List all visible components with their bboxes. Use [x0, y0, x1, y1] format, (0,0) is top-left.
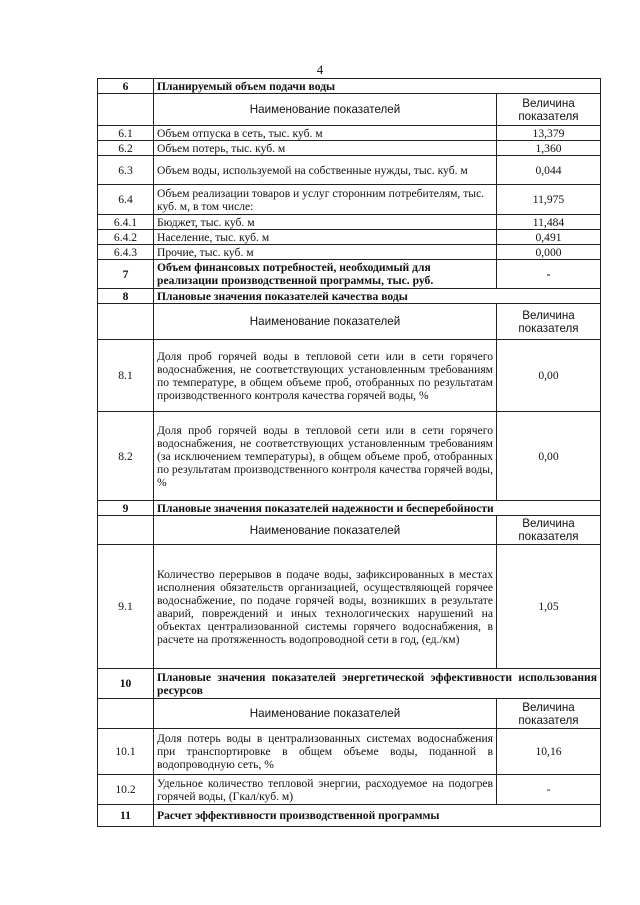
header-value: Величина показателя [497, 516, 601, 545]
production-program-table [97, 78, 601, 827]
empty-cell [98, 304, 154, 340]
header-value: Величина показателя [497, 699, 601, 729]
section-10-row [98, 669, 601, 699]
row-number: 6.2 [98, 141, 154, 156]
table-row [98, 126, 601, 141]
section-number: 8 [98, 289, 154, 304]
row-number: 8.2 [98, 412, 154, 501]
row-number: 8.1 [98, 340, 154, 412]
section-value: - [497, 260, 601, 289]
row-value: 0,00 [497, 340, 601, 412]
row-value: 1,360 [497, 141, 601, 156]
row-value: 10,16 [497, 729, 601, 775]
row-name: Бюджет, тыс. куб. м [154, 215, 497, 230]
table-row [98, 185, 601, 215]
row-number: 6.4 [98, 185, 154, 215]
row-value: 11,975 [497, 185, 601, 215]
section-11-row [98, 805, 601, 827]
table-row [98, 545, 601, 669]
row-value: 11,484 [497, 215, 601, 230]
row-value: 1,05 [497, 545, 601, 669]
empty-cell [98, 516, 154, 545]
row-name: Объем потерь, тыс. куб. м [154, 141, 497, 156]
page-number: 4 [316, 62, 324, 77]
row-number: 6.1 [98, 126, 154, 141]
header-row [98, 516, 601, 545]
row-name: Доля проб горячей воды в тепловой сети или в сети горячего водоснабжения, не соответствующих установленным требованиям по температуре, в общем объеме проб, отобранных по результатам производственного контроля качества горячей воды, % [154, 340, 497, 412]
row-value: 0,00 [497, 412, 601, 501]
row-name: Население, тыс. куб. м [154, 230, 497, 245]
section-number: 10 [98, 669, 154, 699]
row-number: 6.3 [98, 156, 154, 185]
row-number: 6.4.1 [98, 215, 154, 230]
row-value: 0,000 [497, 245, 601, 260]
section-6-row [98, 79, 601, 94]
empty-cell [98, 699, 154, 729]
row-value: 0,044 [497, 156, 601, 185]
header-row [98, 699, 601, 729]
empty-cell [98, 94, 154, 126]
row-number: 10.1 [98, 729, 154, 775]
section-7-row [98, 260, 601, 289]
table-row [98, 141, 601, 156]
row-name: Количество перерывов в подаче воды, зафиксированных в местах исполнения обязательств организацией, осуществляющей горячее водоснабжение, по подаче горячей воды, возникших в результате аварий, повреждений и иных технологических нарушений на объектах централизованной системы горячего водоснабжения, в расчете на протяженность водопроводной сети в год, (ед./км) [154, 545, 497, 669]
section-title: Планируемый объем подачи воды [154, 79, 601, 94]
row-number: 6.4.3 [98, 245, 154, 260]
row-name: Прочие, тыс. куб. м [154, 245, 497, 260]
row-name: Объем воды, используемой на собственные нужды, тыс. куб. м [154, 156, 497, 185]
row-name: Удельное количество тепловой энергии, расходуемое на подогрев горячей воды, (Гкал/куб. м) [154, 775, 497, 805]
table-row [98, 230, 601, 245]
header-name: Наименование показателей [154, 94, 497, 126]
header-row [98, 94, 601, 126]
row-number: 9.1 [98, 545, 154, 669]
section-title: Плановые значения показателей энергетической эффективности использования ресурсов [154, 669, 601, 699]
row-name: Доля потерь воды в централизованных системах водоснабжения при транспортировке в общем объеме воды, поданной в водопроводную сеть, % [154, 729, 497, 775]
header-name: Наименование показателей [154, 699, 497, 729]
section-title: Плановые значения показателей надежности и бесперебойности [154, 501, 601, 516]
header-name: Наименование показателей [154, 516, 497, 545]
row-name: Объем реализации товаров и услуг сторонним потребителям, тыс. куб. м, в том числе: [154, 185, 497, 215]
table-row [98, 156, 601, 185]
row-value: 0,491 [497, 230, 601, 245]
table-row [98, 775, 601, 805]
table-row [98, 412, 601, 501]
section-8-row [98, 289, 601, 304]
table-row [98, 215, 601, 230]
section-number: 7 [98, 260, 154, 289]
header-name: Наименование показателей [154, 304, 497, 340]
row-value: - [497, 775, 601, 805]
section-number: 11 [98, 805, 154, 827]
header-row [98, 304, 601, 340]
row-value: 13,379 [497, 126, 601, 141]
table-row [98, 340, 601, 412]
header-value: Величина показателя [497, 304, 601, 340]
section-title: Объем финансовых потребностей, необходимый для реализации производственной программы, тыс. руб. [154, 260, 497, 289]
row-number: 10.2 [98, 775, 154, 805]
section-9-row [98, 501, 601, 516]
table-row [98, 729, 601, 775]
section-number: 9 [98, 501, 154, 516]
header-value: Величина показателя [497, 94, 601, 126]
row-name: Объем отпуска в сеть, тыс. куб. м [154, 126, 497, 141]
row-number: 6.4.2 [98, 230, 154, 245]
section-number: 6 [98, 79, 154, 94]
row-name: Доля проб горячей воды в тепловой сети или в сети горячего водоснабжения, не соответствующих установленным требованиям (за исключением температуры), в общем объеме проб, отобранных по результатам производственного контроля качества горячей воды, % [154, 412, 497, 501]
section-title: Плановые значения показателей качества воды [154, 289, 601, 304]
section-title: Расчет эффективности производственной программы [154, 805, 601, 827]
table-row [98, 245, 601, 260]
